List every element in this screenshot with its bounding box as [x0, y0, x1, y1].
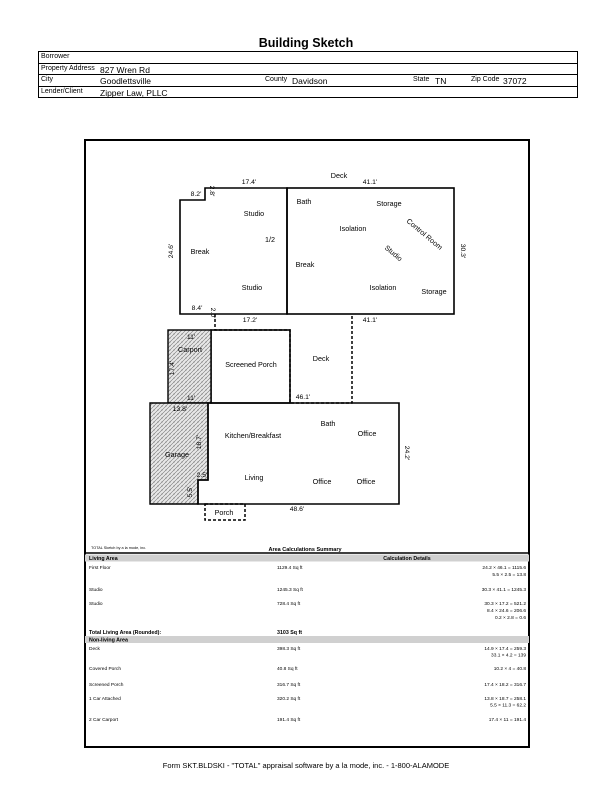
row-deck-area: 398.3 Sq ft	[277, 647, 301, 652]
nonliving-area-header: Non-living Area	[89, 637, 128, 644]
lender-label: Lender/Client	[41, 87, 83, 95]
borrower-label: Borrower	[41, 53, 70, 60]
row-studio-1-area: 1245.3 Sq ft	[277, 588, 303, 593]
row-first-floor-area: 1129.4 Sq ft	[277, 566, 303, 571]
dim-2-0: 2.0'	[209, 307, 216, 319]
first-floor-outline	[198, 403, 399, 504]
dim-17-4-top: 17.4'	[241, 179, 257, 186]
row-carport-name: 2 Car Carport	[89, 718, 119, 723]
dim-48-6: 48.6'	[289, 506, 305, 513]
dim-2-5: 2.5'	[196, 472, 208, 479]
page-title: Building Sketch	[258, 36, 354, 50]
row-car-attached-name: 1 Car Attached	[89, 697, 121, 702]
living-area-header: Living Area	[89, 556, 118, 562]
row-studio-1-name: Studio	[89, 588, 103, 593]
dim-5-5: 5.5'	[187, 486, 194, 498]
address-value: 827 Wren Rd	[100, 64, 150, 75]
label-control-room: Control Room	[404, 216, 445, 252]
row-car-attached-calc-1: 13.8 × 18.7 = 258.1	[484, 697, 526, 702]
label-break-2: Break	[295, 260, 315, 269]
row-first-floor-calc-2: 5.5 × 2.5 = 13.8	[492, 573, 526, 578]
row-studio-2-calc-3: 0.2 × 2.8 = 0.6	[495, 616, 526, 621]
row-screened-porch-area: 316.7 Sq ft	[277, 683, 301, 688]
dim-8-4: 8.4'	[191, 305, 203, 312]
row-covered-porch-name: Covered Porch	[89, 667, 121, 672]
row-first-floor-name: First Floor	[89, 566, 111, 571]
dim-46-1: 46.1'	[295, 394, 311, 401]
label-deck-mid: Deck	[312, 354, 330, 363]
row-deck-calc-1: 14.9 × 17.4 = 259.3	[484, 647, 526, 652]
dim-11-top: 11'	[186, 334, 196, 341]
row-carport-area: 191.4 Sq ft	[277, 718, 301, 723]
dim-17-4-side: 17.4'	[169, 360, 176, 376]
label-porch: Porch	[214, 508, 234, 517]
row-covered-porch-area: 40.8 Sq ft	[277, 667, 298, 672]
city-label: City	[41, 76, 54, 83]
row-carport-calc-1: 17.4 × 11 = 191.4	[488, 718, 526, 723]
label-living: Living	[244, 473, 264, 482]
deck-dashed-outline	[215, 314, 352, 403]
zip-value: 37072	[503, 76, 527, 86]
row-car-attached-calc-2: 5.5 × 11.3 = 62.2	[490, 703, 526, 709]
label-isolation-2: Isolation	[369, 283, 397, 292]
dim-41-1-bot: 41.1'	[362, 317, 378, 324]
row-studio-1-calc-1: 30.3 × 41.1 = 1245.3	[481, 588, 526, 593]
dim-18-7: 18.7'	[196, 434, 203, 450]
label-office-1: Office	[357, 429, 377, 438]
label-carport: Carport	[178, 345, 202, 354]
nonliving-header-bar	[85, 636, 529, 643]
label-screened-porch: Screened Porch	[225, 360, 277, 369]
dim-30-3: 30.3'	[459, 243, 466, 259]
row-deck-calc-2: 33.1 × 4.2 = 139	[491, 653, 526, 659]
label-half-bath: 1/2	[265, 235, 275, 244]
row-first-floor-calc-1: 24.2 × 46.1 = 1115.6	[482, 566, 526, 571]
row-studio-2-area: 728.4 Sq ft	[277, 602, 301, 607]
label-kitchen: Kitchen/Breakfast	[224, 431, 282, 440]
dim-2-8: 2.8'	[208, 185, 215, 197]
dim-13-8: 13.8'	[172, 406, 188, 413]
row-studio-2-calc-2: 8.4 × 24.6 = 206.6	[487, 609, 526, 614]
sketch-credit: TOTAL Sketch by a la mode, inc.	[91, 546, 147, 550]
dim-11-bot: 11'	[186, 395, 196, 402]
dim-24-6: 24.6'	[168, 243, 175, 259]
total-living-value: 3103 Sq ft	[277, 630, 303, 636]
calc-details-header: Calculation Details	[383, 556, 431, 562]
label-storage-1: Storage	[376, 199, 402, 208]
dim-24-2: 24.2'	[403, 445, 410, 461]
row-screened-porch-calc-1: 17.4 × 18.2 = 316.7	[484, 683, 526, 688]
label-bath-2: Bath	[320, 419, 336, 428]
state-label: State	[413, 76, 430, 83]
row-car-attached-area: 320.2 Sq ft	[277, 697, 301, 702]
summary-title: Area Calculations Summary	[268, 547, 342, 553]
zip-label: Zip Code	[471, 76, 500, 83]
label-office-3: Office	[356, 477, 376, 486]
label-studio-2: Studio	[241, 283, 263, 292]
label-storage-2: Storage	[421, 287, 447, 296]
lender-value: Zipper Law, PLLC	[100, 87, 168, 98]
dim-41-1-top: 41.1'	[362, 179, 378, 186]
label-break-1: Break	[190, 247, 210, 256]
label-deck-top: Deck	[330, 171, 348, 180]
label-office-2: Office	[312, 477, 332, 486]
row-screened-porch-name: Screened Porch	[89, 683, 124, 688]
label-garage: Garage	[165, 450, 189, 459]
row-deck-name: Deck	[89, 647, 100, 652]
row-covered-porch-calc-1: 10.2 × 4 = 40.8	[493, 667, 526, 672]
label-studio-3: Studio	[382, 243, 405, 264]
label-studio-1: Studio	[243, 209, 265, 218]
row-studio-2-name: Studio	[89, 602, 103, 607]
dim-8-2: 8.2'	[190, 191, 202, 198]
county-value: Davidson	[292, 76, 328, 86]
dim-17-2: 17.2'	[242, 317, 258, 324]
county-label: County	[265, 76, 288, 83]
page-footer: Form SKT.BLDSKI - "TOTAL" appraisal software by a la mode, inc. - 1-800-ALAMODE	[162, 761, 450, 770]
row-studio-2-calc-1: 30.3 × 17.2 = 521.2	[484, 602, 526, 607]
label-isolation-1: Isolation	[339, 224, 367, 233]
state-value: TN	[435, 76, 447, 86]
city-value: Goodlettsville	[100, 76, 152, 86]
address-label: Property Address	[41, 64, 95, 72]
total-living-label: Total Living Area (Rounded):	[89, 630, 162, 636]
living-header-bar	[85, 555, 529, 562]
label-bath-1: Bath	[296, 197, 312, 206]
